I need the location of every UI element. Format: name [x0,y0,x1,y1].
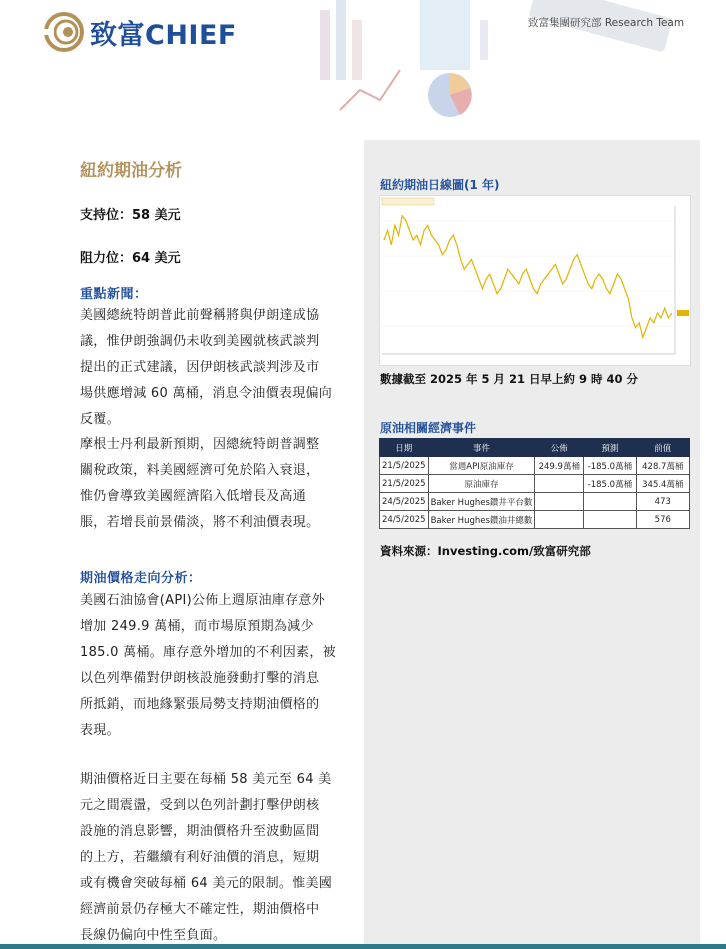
cell-actual [535,511,584,529]
cell-forecast [584,493,636,511]
cell-event: 原油庫存 [428,475,535,493]
cell-previous: 473 [636,493,689,511]
footer-divider [0,944,726,949]
text-line: 摩根士丹利最新預期，因總統特朗普調整 [80,437,320,452]
logo-text: 致富CHIEF [90,19,237,51]
text-line: 增加 249.9 萬桶，而市場原預期為減少 [80,619,314,634]
col-header-date: 日期 [380,439,429,457]
col-header-forecast: 預測 [584,439,636,457]
text-line: 經濟前景仍存極大不確定性，期油價格中 [80,902,320,917]
text-line: 場供應增減 60 萬桶，消息令油價表現偏向 [80,386,333,401]
header-department: 致富集團研究部 Research Team [528,17,685,29]
col-header-actual: 公佈 [535,439,584,457]
news-paragraph-1 [80,303,352,433]
trend-paragraph-2 [80,767,352,949]
cell-previous: 345.4萬桶 [636,475,689,493]
logo-swirl-icon [44,12,84,52]
text-line: 長線仍偏向中性至負面。 [80,928,227,943]
cell-event: 當週API原油庫存 [428,457,535,475]
cell-date: 24/5/2025 [380,493,429,511]
text-line: 反覆。 [80,412,120,427]
cell-date: 24/5/2025 [380,511,429,529]
table-row [380,511,690,529]
text-line: 提出的正式建議，因伊朗核武談判涉及市 [80,360,320,375]
crude-oil-chart [379,195,691,366]
data-timestamp-note: 數據截至 2025 年 5 月 21 日早上約 9 時 40 分 [380,372,639,386]
resistance-level: 阻力位：64 美元 [80,251,181,266]
text-line: 所抵銷，而地緣緊張局勢支持期油價格的 [80,697,320,712]
trend-paragraph-1 [80,588,352,744]
events-table-title: 原油相關經濟事件 [380,421,477,435]
cell-date: 21/5/2025 [380,475,429,493]
text-line: 惟仍會導致美國經濟陷入低增長及高通 [80,489,307,504]
oil-price-line [384,216,672,338]
chart-svg [380,196,692,367]
text-line: 美國總統特朗普此前聲稱將與伊朗達成協 [80,308,320,323]
cell-actual [535,475,584,493]
economic-events-table [379,438,690,529]
trend-heading: 期油價格走向分析： [80,571,202,586]
table-header-row [380,439,690,457]
chart-title: 紐約期油日線圖(1 年) [380,178,500,192]
text-line: 的上方，若繼續有利好油價的消息，短期 [80,850,320,865]
news-heading: 重點新聞： [80,287,148,302]
text-line: 關稅政策，料美國經濟可免於陷入衰退， [80,463,320,478]
text-line: 表現。 [80,723,120,738]
col-header-event: 事件 [428,439,535,457]
text-line: 議，惟伊朗強調仍未收到美國就核武談判 [80,334,320,349]
text-line: 美國石油協會(API)公佈上週原油庫存意外 [80,593,326,608]
text-line: 期油價格近日主要在每桶 58 美元至 64 美 [80,772,332,787]
company-logo[interactable] [44,12,237,52]
text-line: 以色列準備對伊朗核設施發動打擊的消息 [80,671,320,686]
cell-actual: 249.9萬桶 [535,457,584,475]
chart-legend-box [382,198,434,205]
text-line: 設施的消息影響，期油價格升至波動區間 [80,824,320,839]
cell-forecast [584,511,636,529]
cell-actual [535,493,584,511]
last-price-marker [677,310,689,316]
cell-forecast: -185.0萬桶 [584,457,636,475]
cell-forecast: -185.0萬桶 [584,475,636,493]
data-source-note: 資料來源：Investing.com/致富研究部 [380,544,591,558]
text-line: 或有機會突破每桶 64 美元的限制。惟美國 [80,876,333,891]
text-line: 元之間震盪，受到以色列計劃打擊伊朗核 [80,798,320,813]
text-line: 185.0 萬桶。庫存意外增加的不利因素，被 [80,645,336,660]
news-paragraph-2 [80,432,352,536]
cell-previous: 428.7萬桶 [636,457,689,475]
cell-date: 21/5/2025 [380,457,429,475]
text-line: 脹，若增長前景備淡，將不利油價表現。 [80,515,320,530]
table-row [380,475,690,493]
cell-event: Baker Hughes鑽井平台數 [428,493,535,511]
table-row [380,457,690,475]
table-row [380,493,690,511]
cell-event: Baker Hughes鑽油井總數 [428,511,535,529]
cell-previous: 576 [636,511,689,529]
page-header [0,0,726,130]
report-title: 紐約期油分析 [80,161,182,181]
col-header-previous: 前值 [636,439,689,457]
support-level: 支持位：58 美元 [80,208,181,223]
